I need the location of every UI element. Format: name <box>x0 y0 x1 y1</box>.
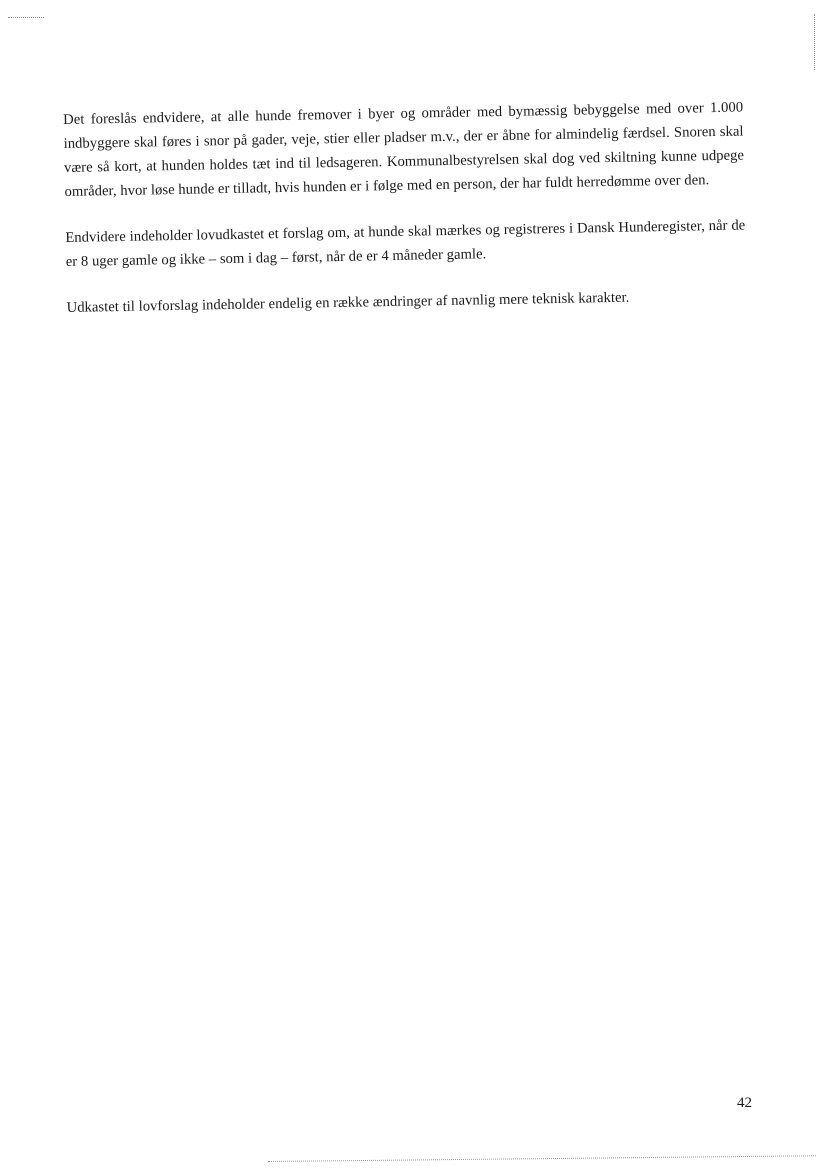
paragraph-technical-changes: Udkastet til lovforslag indeholder endelig en række ændringer af navnlig mere teknisk karakter. <box>66 289 630 316</box>
paragraph-leash-rule: Det foreslås endvidere, at alle hunde fremover i byer og områder med bymæssig bebyggelse med over 1.000 indbyggere skal føres i snor på gader, veje, stier eller pladser m.v., der er åbne for almindelig færdsel. Snoren skal være så kort, at hunden holdes tæt ind til ledsageren. Kommunalbestyrelsen skal dog ved skiltning kunne udpege områder, hvor løse hunde er tilladt, hvis hunden er i følge med en person, der har fuldt herredømme over den. <box>63 99 745 200</box>
page-number: 42 <box>737 1095 752 1111</box>
paragraph-registration: Endvidere indeholder lovudkastet et forslag om, at hunde skal mærkes og registreres i Dansk Hunderegister, når de er 8 uger gamle og ikke – som i dag – først, når de er 4 måneder gamle. <box>65 217 746 270</box>
body-text <box>63 96 747 342</box>
scan-artifact-edge <box>814 14 815 70</box>
scan-artifact-bottom <box>268 1155 816 1162</box>
scan-artifact-top <box>8 17 44 18</box>
